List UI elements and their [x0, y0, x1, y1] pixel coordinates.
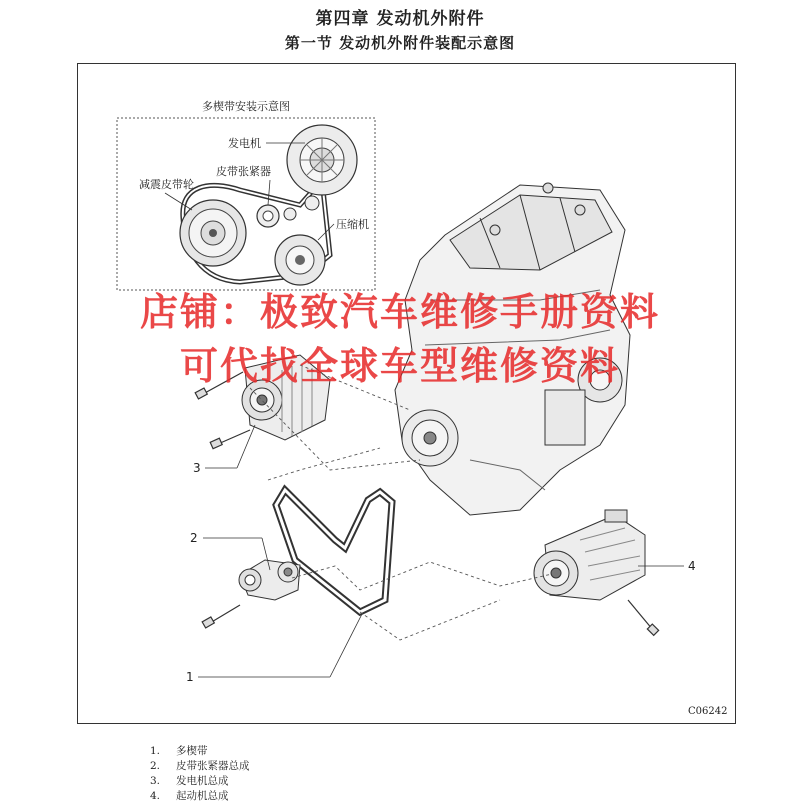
label-compressor: 压缩机	[336, 218, 369, 231]
belt-icon	[276, 490, 392, 612]
callout-1: 1	[186, 670, 194, 684]
legend-number: 1.	[150, 745, 161, 757]
compressor-icon	[275, 235, 325, 285]
legend-text: 多楔带	[176, 745, 208, 757]
tensioner-icon	[257, 205, 296, 227]
callout-3: 3	[193, 461, 201, 475]
label-generator: 发电机	[228, 137, 261, 150]
watermark-line-2: 可代找全球车型维修资料	[179, 344, 620, 388]
tensioner-assembly-icon	[239, 560, 300, 600]
legend-item	[150, 759, 470, 774]
legend-item	[150, 774, 470, 789]
label-damper-pulley: 减震皮带轮	[139, 178, 194, 191]
section-title: 第一节 发动机外附件装配示意图	[284, 34, 516, 52]
watermark-line-1: 店铺：极致汽车维修手册资料	[139, 290, 660, 334]
legend-number: 4.	[150, 790, 161, 802]
legend-number: 3.	[150, 775, 161, 787]
legend-text: 皮带张紧器总成	[176, 760, 250, 772]
inset-title: 多楔带安装示意图	[202, 100, 290, 113]
legend-number: 2.	[150, 760, 161, 772]
starter-assembly-icon	[534, 510, 645, 600]
starter-bolt-icon	[628, 600, 659, 635]
legend-text: 发电机总成	[176, 775, 229, 787]
callout-2: 2	[190, 531, 198, 545]
legend-item	[150, 744, 470, 759]
chapter-title: 第四章 发动机外附件	[315, 9, 485, 29]
figure-code: C06242	[688, 706, 728, 717]
parts-legend	[150, 744, 470, 804]
legend-text: 起动机总成	[176, 790, 229, 802]
tensioner-bolt-icon	[202, 605, 240, 628]
callout-4: 4	[688, 559, 696, 573]
damper-pulley-icon	[180, 200, 246, 266]
legend-item	[150, 789, 470, 804]
label-tensioner: 皮带张紧器	[216, 165, 271, 178]
